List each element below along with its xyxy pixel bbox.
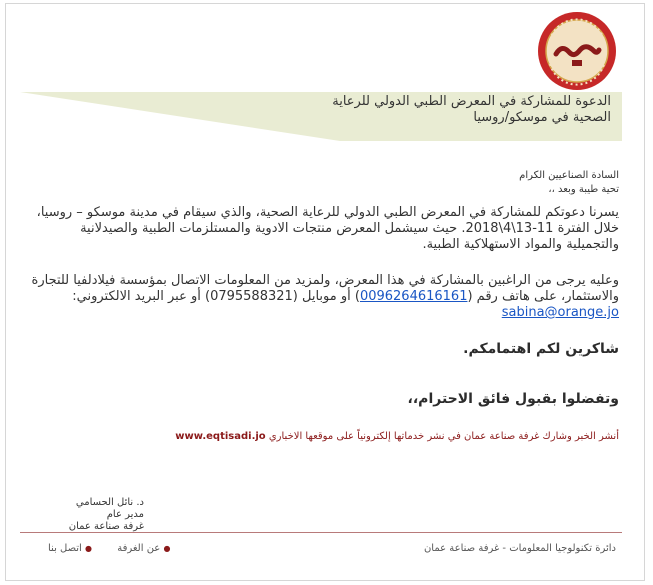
paragraph-2-text-start: وعليه يرجى من الراغبين بالمشاركة في هذا المعرض، ولمزيد من المعلومات الاتصال بمؤسسة فيلادلفيا للتجارة والاستثمار، على هاتف رقم ( <box>31 273 619 304</box>
greeting-line-2: تحية طيبة وبعد ،، <box>548 184 619 195</box>
signature-role: مدير عام <box>106 509 144 520</box>
email-link[interactable]: sabina@orange.jo <box>501 305 619 320</box>
body-paragraph-2 <box>29 273 619 321</box>
footer-department: دائرة تكنولوجيا المعلومات - غرفة صناعة عمان <box>423 543 616 554</box>
footer-contact-link[interactable] <box>48 543 92 554</box>
banner-corner-decor <box>20 92 340 141</box>
paragraph-2-text-middle: ) أو موبايل (0795588321) أو عبر البريد الالكتروني: <box>72 289 360 304</box>
news-site-link[interactable]: www.eqtisadi.jo <box>175 431 266 442</box>
amman-chamber-logo <box>536 10 618 92</box>
signature-block <box>24 497 144 533</box>
regards-line: وتفضلوا بقبول فائق الاحترام،، <box>407 391 619 407</box>
thanks-line: شاكرين لكم اهتمامكم. <box>463 341 619 357</box>
bullet-icon: ● <box>85 544 93 553</box>
phone-link[interactable]: 0096264616161 <box>359 289 468 304</box>
footer <box>20 543 622 557</box>
footer-nav <box>26 543 170 554</box>
share-notice <box>99 431 619 442</box>
greeting-line-1: السادة الصناعيين الكرام <box>519 170 619 181</box>
signature-org: غرفة صناعة عمان <box>68 521 144 532</box>
greeting <box>119 169 619 197</box>
footer-about-link[interactable] <box>117 543 170 554</box>
body-paragraph-1: يسرنا دعوتكم للمشاركة في المعرض الطبي الدولي للرعاية الصحية، والذي سيقام في مدينة موسكو – روسيا، خلال الفترة 11-13\4\2018. حيث سيشمل المعرض منتجات الادوية والمستلزمات الطبية والصيدلانية والتجميلية والمواد الاستهلاكية الطبية. <box>36 205 619 252</box>
footer-about-label: عن الغرفة <box>117 543 161 554</box>
footer-divider <box>20 532 622 533</box>
share-text: أنشر الخبر وشارك غرفة صناعة عمان في نشر خدماتها إلكترونياً على موقعها الاخباري <box>265 431 619 442</box>
signature-name: د. نائل الحسامي <box>75 497 144 508</box>
footer-contact-label: اتصل بنا <box>48 543 82 554</box>
page-title: الدعوة للمشاركة في المعرض الطبي الدولي للرعاية الصحية في موسكو/روسيا <box>332 94 611 125</box>
bullet-icon: ● <box>163 544 171 553</box>
